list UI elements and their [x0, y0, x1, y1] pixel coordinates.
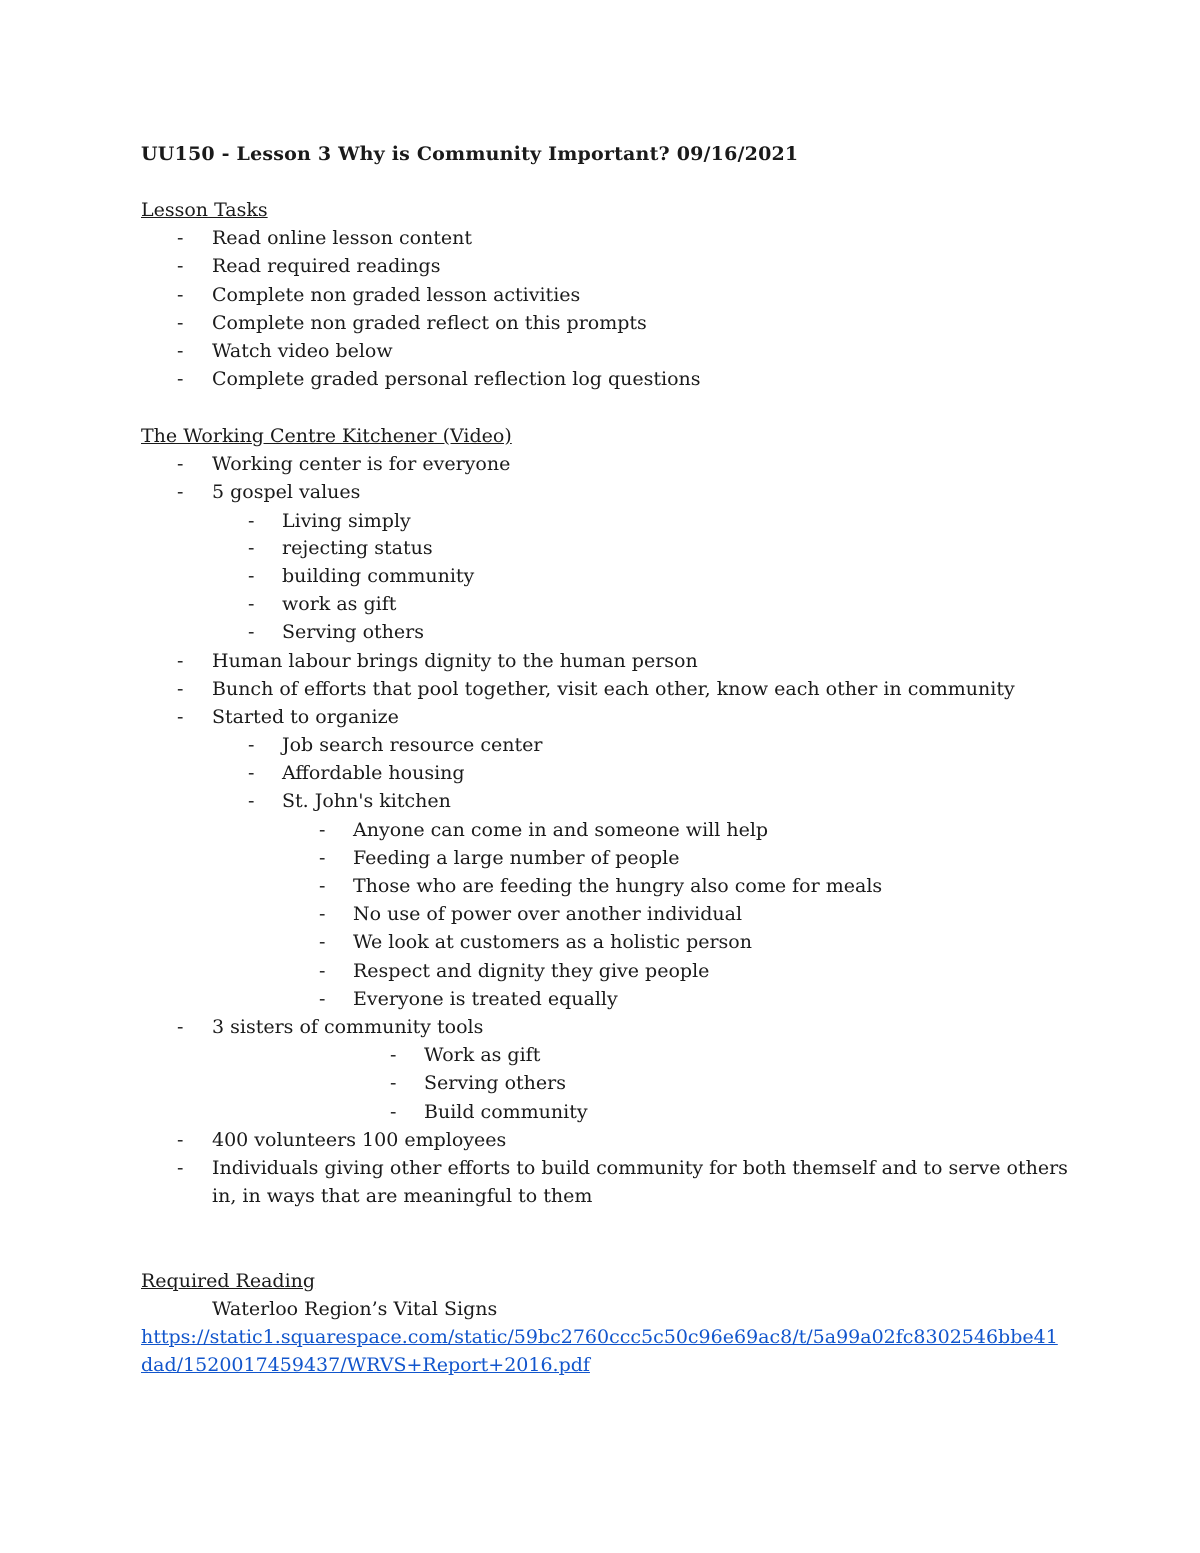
list-item: work as gift: [282, 593, 397, 615]
reading-link-line-1[interactable]: https://static1.squarespace.com/static/59bc2760ccc5c50c96e69ac8/t/5a99a02fc8302546bbe41: [141, 1326, 1058, 1348]
bullet-dash: -: [319, 875, 326, 897]
bullet-dash: -: [319, 960, 326, 982]
bullet-dash: -: [177, 255, 184, 277]
bullet-dash: -: [248, 565, 255, 587]
list-item: Read required readings: [212, 255, 441, 277]
list-item: Affordable housing: [282, 762, 465, 784]
list-item: Working center is for everyone: [212, 453, 511, 475]
reading-title: Waterloo Region’s Vital Signs: [212, 1298, 498, 1320]
bullet-dash: -: [177, 650, 184, 672]
bullet-dash: -: [248, 593, 255, 615]
list-item: Those who are feeding the hungry also come for meals: [353, 875, 883, 897]
bullet-dash: -: [177, 1157, 184, 1179]
list-item: 400 volunteers 100 employees: [212, 1129, 507, 1151]
list-item: Complete non graded lesson activities: [212, 284, 581, 306]
required-reading-heading: Required Reading: [141, 1270, 316, 1292]
lesson-tasks-heading: Lesson Tasks: [141, 199, 268, 221]
list-item: 5 gospel values: [212, 481, 361, 503]
working-centre-heading: The Working Centre Kitchener (Video): [141, 425, 512, 447]
bullet-dash: -: [390, 1101, 397, 1123]
bullet-dash: -: [177, 678, 184, 700]
list-item: Individuals giving other efforts to build community for both themself and to serve others: [212, 1157, 1068, 1179]
list-item: Work as gift: [424, 1044, 541, 1066]
list-item: Read online lesson content: [212, 227, 473, 249]
list-item: Living simply: [282, 510, 411, 532]
bullet-dash: -: [248, 790, 255, 812]
bullet-dash: -: [177, 368, 184, 390]
list-item: Serving others: [424, 1072, 566, 1094]
list-item: Job search resource center: [282, 734, 543, 756]
bullet-dash: -: [319, 903, 326, 925]
list-item: 3 sisters of community tools: [212, 1016, 484, 1038]
reading-link-line-2[interactable]: dad/1520017459437/WRVS+Report+2016.pdf: [141, 1354, 590, 1376]
bullet-dash: -: [248, 734, 255, 756]
bullet-dash: -: [248, 510, 255, 532]
bullet-dash: -: [319, 931, 326, 953]
bullet-dash: -: [248, 762, 255, 784]
bullet-dash: -: [177, 312, 184, 334]
list-item: building community: [282, 565, 475, 587]
bullet-dash: -: [319, 847, 326, 869]
bullet-dash: -: [319, 819, 326, 841]
bullet-dash: -: [319, 988, 326, 1010]
list-item: Complete graded personal reflection log questions: [212, 368, 701, 390]
list-item: Human labour brings dignity to the human person: [212, 650, 698, 672]
list-item: We look at customers as a holistic person: [353, 931, 752, 953]
document-title: UU150 - Lesson 3 Why is Community Important? 09/16/2021: [141, 143, 799, 165]
list-item: Complete non graded reflect on this prompts: [212, 312, 647, 334]
bullet-dash: -: [177, 1129, 184, 1151]
bullet-dash: -: [177, 1016, 184, 1038]
list-item: Watch video below: [212, 340, 393, 362]
bullet-dash: -: [177, 340, 184, 362]
list-item: Serving others: [282, 621, 424, 643]
list-item: Respect and dignity they give people: [353, 960, 710, 982]
bullet-dash: -: [177, 481, 184, 503]
bullet-dash: -: [248, 537, 255, 559]
list-item: Started to organize: [212, 706, 399, 728]
list-item: Bunch of efforts that pool together, visit each other, know each other in community: [212, 678, 1015, 700]
list-item: rejecting status: [282, 537, 433, 559]
list-item: Everyone is treated equally: [353, 988, 618, 1010]
bullet-dash: -: [177, 227, 184, 249]
list-item: No use of power over another individual: [353, 903, 743, 925]
list-item: St. John's kitchen: [282, 790, 451, 812]
list-item: Anyone can come in and someone will help: [353, 819, 769, 841]
list-item: Feeding a large number of people: [353, 847, 680, 869]
list-item: Build community: [424, 1101, 588, 1123]
bullet-dash: -: [390, 1044, 397, 1066]
bullet-dash: -: [177, 284, 184, 306]
bullet-dash: -: [248, 621, 255, 643]
bullet-dash: -: [177, 706, 184, 728]
bullet-dash: -: [177, 453, 184, 475]
list-item-continuation: in, in ways that are meaningful to them: [212, 1185, 593, 1207]
bullet-dash: -: [390, 1072, 397, 1094]
